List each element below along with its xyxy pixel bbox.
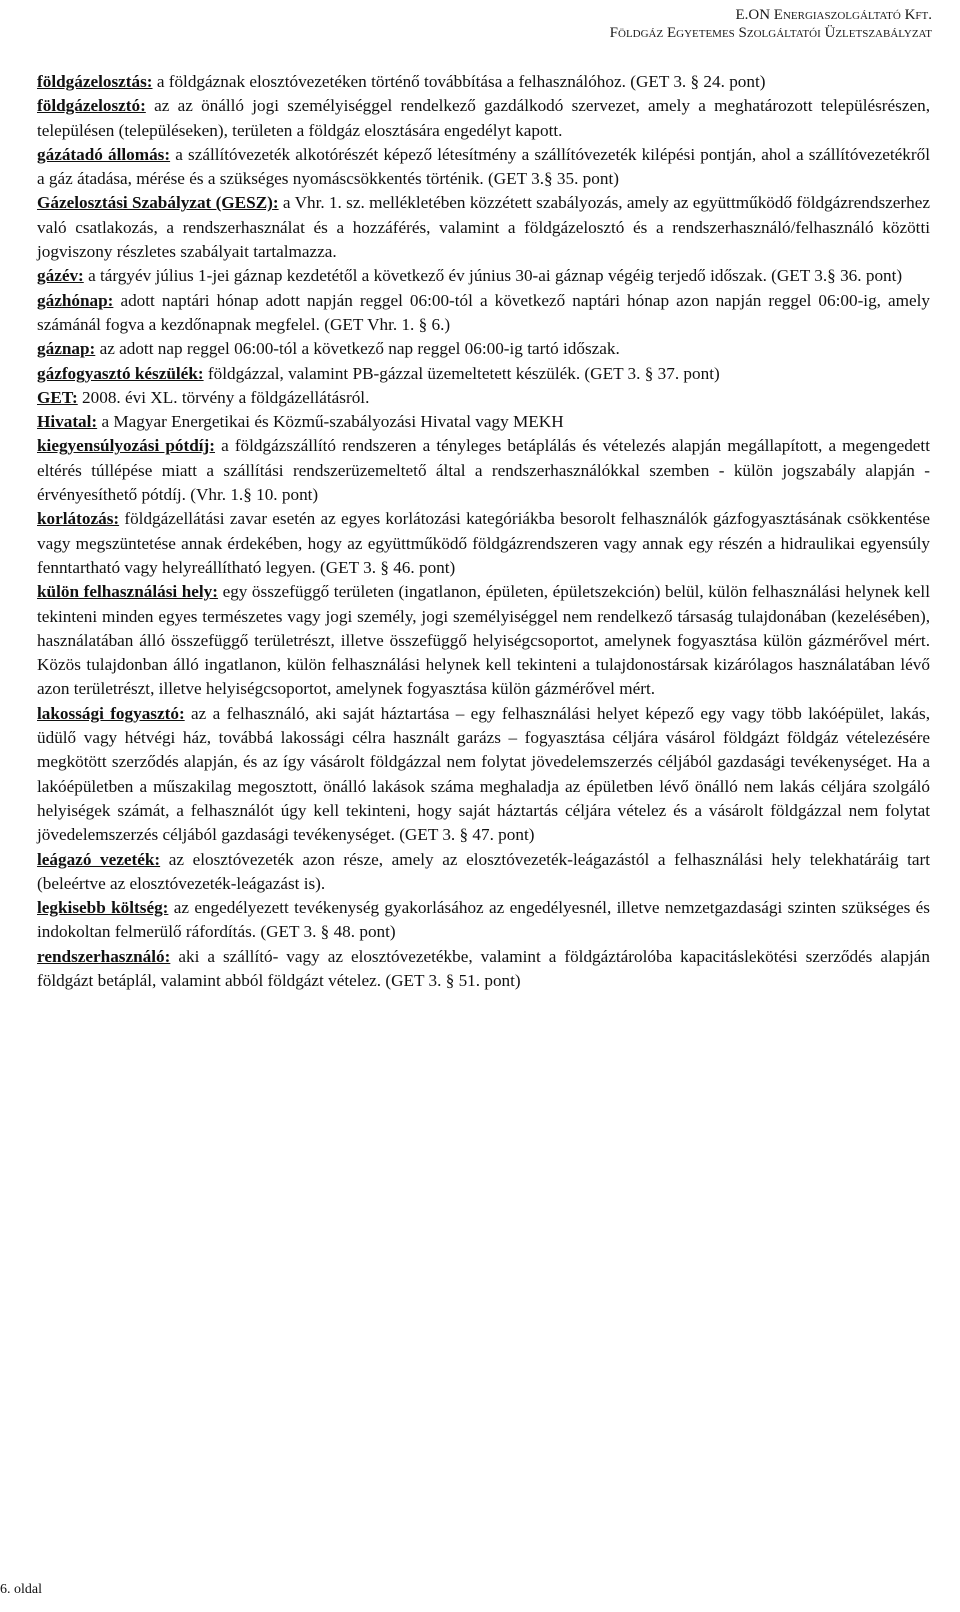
definition-term: gázhónap:: [37, 290, 114, 310]
definition-entry: [37, 410, 930, 434]
definition-entry: [37, 191, 930, 264]
definition-text: földgázzal, valamint PB-gázzal üzemeltetett készülék. (GET 3. § 37. pont): [203, 363, 720, 383]
definition-term: Gázelosztási Szabályzat (GESZ):: [37, 193, 279, 213]
definition-term: Hivatal:: [37, 412, 98, 432]
definition-text: a Magyar Energetikai és Közmű-szabályozási Hivatal vagy MEKH: [97, 412, 564, 432]
header-company: E.ON Energiaszolgáltató Kft.: [735, 7, 932, 23]
definition-term: gázfogyasztó készülék:: [37, 363, 204, 383]
definition-text: a tárgyév július 1-jei gáznap kezdetétől a következő év június 30-ai gáznap végéig terjedő időszak. (GET 3.§ 36. pont): [83, 266, 903, 286]
definition-text: az a felhasználó, aki saját háztartása – egy felhasználási helyet képező egy vagy több lakóépület, lakás, üdülő vagy hétvégi ház, továbbá lakossági célra használt garázs – fogyasztása céljára vásárol földgázt földgáz vételezésére megkötött szerződés alapján, és az így vásárolt földgázzal nem folytat jövedelemszerzés céljából gazdasági tevékenységet. Ha a lakóépületben a műszakilag megosztott, önálló lakások száma meghaladja az épületben lévő önálló nem lakás céljára szolgáló helyiségek számát, a felhasználót úgy kell tekinteni, hogy saját háztartás céljára vételez és a vásárolt földgázzal nem folytat jövedelemszerzés céljából gazdasági tevékenységet. (GET 3. § 47. pont): [37, 703, 930, 845]
definition-text: a földgáznak elosztóvezetéken történő továbbítása a felhasználóhoz. (GET 3. § 24. pont): [152, 72, 766, 91]
definition-entry: [37, 434, 930, 507]
definition-term: gáznap:: [37, 339, 96, 359]
definition-entry: [37, 337, 930, 361]
definition-entry: [37, 580, 930, 701]
definition-entry: [37, 896, 930, 945]
definition-text: 2008. évi XL. törvény a földgázellátásról.: [77, 387, 370, 407]
definition-term: legkisebb költség:: [37, 898, 169, 918]
definition-entry: [37, 848, 930, 897]
definition-text: az az önálló jogi személyiséggel rendelkező gazdálkodó szervezet, amely a meghatározott településrészen, településen (településeken), területen a földgáz elosztására engedélyt kapott.: [37, 96, 930, 140]
definition-term: rendszerhasználó:: [37, 946, 171, 966]
definition-term: gázév:: [37, 266, 84, 286]
definition-entry: [37, 507, 930, 580]
definition-text: az engedélyezett tevékenység gyakorlásához az engedélyesnél, illetve nemzetgazdasági szinten szükséges és indokoltan felmerülő ráfordítás. (GET 3. § 48. pont): [37, 898, 930, 942]
definition-entry: [37, 143, 930, 192]
definition-term: kiegyensúlyozási pótdíj:: [37, 436, 215, 456]
definition-entry: [37, 94, 930, 143]
definition-text: a Vhr. 1. sz. mellékletében közzétett szabályozás, amely az együttműködő földgázrendszerhez való csatlakozás, a rendszerhasználat és a hozzáférés, valamint a földgázelosztó és a rendszerhasználó/felhasználó közötti jogviszony részletes szabályait tartalmazza.: [37, 193, 930, 262]
definition-term: földgázelosztás:: [37, 72, 153, 91]
definition-term: GET:: [37, 387, 78, 407]
definition-text: aki a szállító- vagy az elosztóvezetékbe, valamint a földgáztárolóba kapacitáslekötési szerződés alapján földgázt betáplál, valamint abból földgázt vételez. (GET 3. § 51. pont): [37, 946, 930, 990]
definition-term: gázátadó állomás:: [37, 144, 171, 164]
page-header: [610, 6, 932, 42]
definition-entry: [37, 70, 930, 94]
definition-entry: [37, 289, 930, 338]
definition-term: leágazó vezeték:: [37, 849, 161, 869]
definition-text: az elosztóvezeték azon része, amely az elosztóvezeték-leágazástól a felhasználási hely telekhatáráig tart (beleértve az elosztóvezeték-leágazást is).: [37, 849, 930, 893]
definition-entry: [37, 945, 930, 994]
definition-term: lakossági fogyasztó:: [37, 703, 185, 723]
definition-term: korlátozás:: [37, 509, 120, 529]
definition-text: a földgázszállító rendszeren a tényleges betáplálás és vételezés alapján megállapított, a megengedett eltérés túllépése miatt a szállítási rendszerüzemeltető által a rendszerhasználókkal szemben - külön jogszabály alapján - érvényesíthető pótdíj. (Vhr. 1.§ 10. pont): [37, 436, 930, 505]
page-number: 6. oldal: [0, 1582, 42, 1597]
definition-entry: [37, 362, 930, 386]
definition-text: az adott nap reggel 06:00-tól a következő nap reggel 06:00-ig tartó időszak.: [95, 339, 620, 359]
definition-term: földgázelosztó:: [37, 96, 146, 116]
definition-entry: [37, 386, 930, 410]
definition-text: a szállítóvezeték alkotórészét képező létesítmény a szállítóvezeték kilépési pontján, ahol a szállítóvezetékről a gáz átadása, mérése és a szükséges nyomáscsökkentés történik. (GET 3.§ 35. pont): [37, 144, 930, 189]
definitions-list: [37, 70, 930, 993]
definition-text: adott naptári hónap adott napján reggel 06:00-tól a következő naptári hónap azon napján reggel 06:00-ig, amely számánál fogva a kezdőnapnak megfelel. (GET Vhr. 1. § 6.): [37, 290, 930, 334]
header-document-title: Földgáz Egyetemes Szolgáltatói Üzletszabályzat: [609, 25, 932, 41]
definition-entry: [37, 702, 930, 848]
definition-entry: [37, 264, 930, 288]
definition-term: külön felhasználási hely:: [37, 582, 219, 602]
definition-text: földgázellátási zavar esetén az egyes korlátozási kategóriákba besorolt felhasználók gázfogyasztásának csökkentése vagy megszüntetése annak érdekében, hogy az együttműködő földgázrendszeren vagy annak egy részén a hidraulikai egyensúly fenntartható vagy helyreállítható legyen. (GET 3. § 46. pont): [37, 509, 930, 577]
definition-text: egy összefüggő területen (ingatlanon, épületen, épületszekción) belül, külön felhasználási helynek kell tekinteni minden egyes természetes vagy jogi személy, jogi személyiséggel nem rendelkező társaság tulajdonában (kezelésében), használatában álló összefüggő területrészt, illetve összefüggő helyiségcsoportot, amelynek fogyasztása külön gázmérővel mért. Közös tulajdonban álló ingatlanon, külön felhasználási helynek kell tekinteni a tulajdonostársak kizárólagos használatában lévő azon területrészt, illetve helyiségcsoportot, amelynek fogyasztása külön gázmérővel mért.: [37, 582, 930, 699]
